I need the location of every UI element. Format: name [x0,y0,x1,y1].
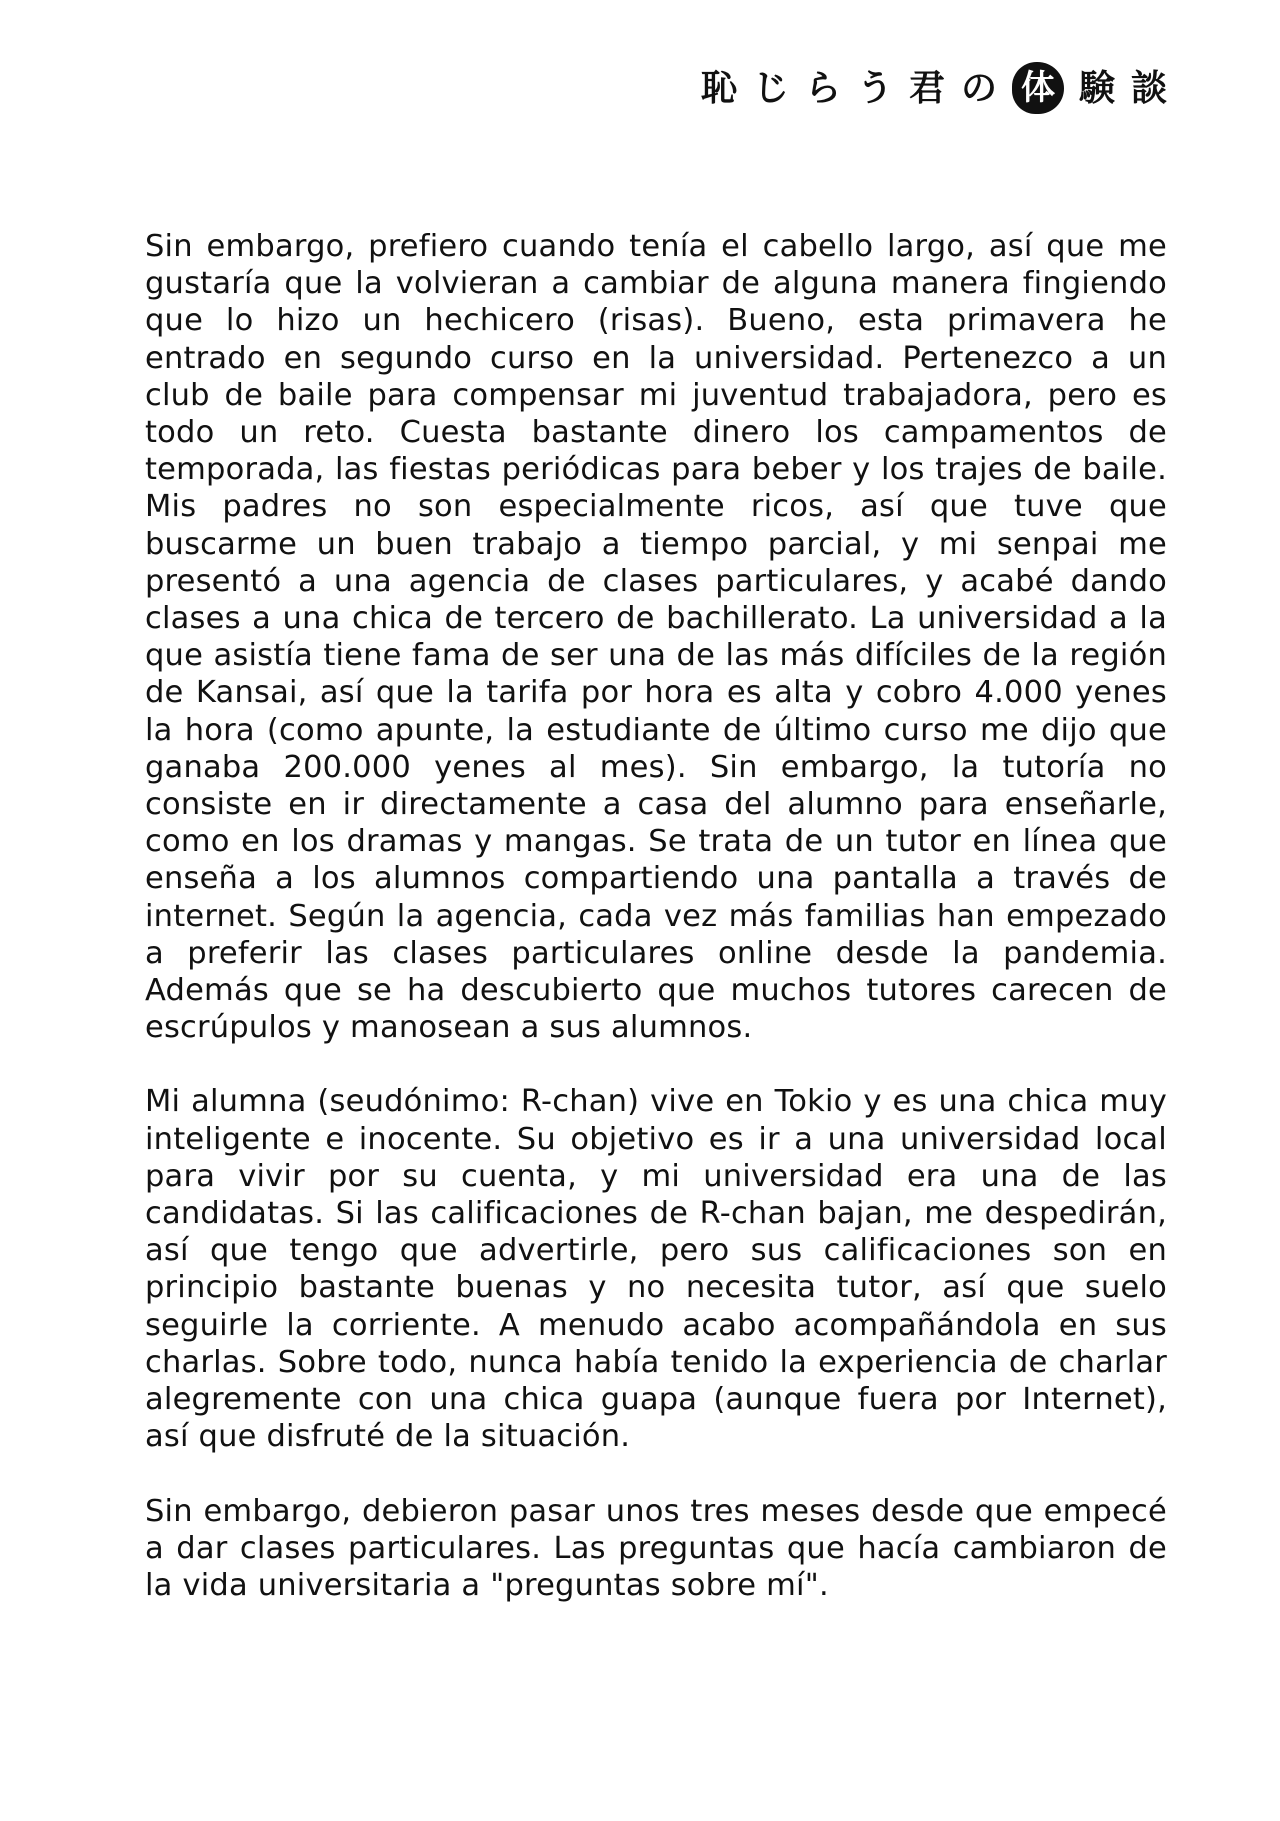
paragraph: Sin embargo, prefiero cuando tenía el cabello largo, así que me gustaría que la volvieran a cambiar de alguna manera fingiendo que lo hizo un hechicero (risas). Bueno, esta primavera he entrado en segundo curso en la universidad. Pertenezco a un club de baile para compensar mi juventud trabajadora, pero es todo un reto. Cuesta bastante dinero los campamentos de temporada, las fiestas periódicas para beber y los trajes de baile. Mis padres no son especialmente ricos, así que tuve que buscarme un buen trabajo a tiempo parcial, y mi senpai me presentó a una agencia de clases particulares, y acabé dando clases a una chica de tercero de bachillerato. La universidad a la que asistía tiene fama de ser una de las más difíciles de la región de Kansai, así que la tarifa por hora es alta y cobro 4.000 yenes la hora (como apunte, la estudiante de último curso me dijo que ganaba 200.000 yenes al mes). Sin embargo, la tutoría no consiste en ir directamente a casa del alumno para enseñarle, como en los dramas y mangas. Se trata de un tutor en línea que enseña a los alumnos compartiendo una pantalla a través de internet. Según la agencia, cada vez más familias han empezado a preferir las clases particulares online desde la pandemia. Además que se ha descubierto que muchos tutores carecen de escrúpulos y manosean a sus alumnos. [145,229,1167,1046]
title-char: 談 [1130,67,1167,109]
page-header-title [700,62,1168,114]
paragraph: Sin embargo, debieron pasar unos tres meses desde que empecé a dar clases particulares. Las preguntas que hacía cambiaron de la vida universitaria a "preguntas sobre mí". [145,1493,1167,1603]
title-char: じ [752,67,789,109]
title-char-highlighted: 体 [1012,62,1064,114]
title-char: 君 [908,67,945,109]
title-char: う [856,67,893,109]
title-char: 恥 [700,67,737,109]
paragraph: Mi alumna (seudónimo: R-chan) vive en Tokio y es una chica muy inteligente e inocente. Su objetivo es ir a una universidad local para vivir por su cuenta, y mi universidad era una de las candidatas. Si las calificaciones de R-chan bajan, me despedirán, así que tengo que advertirle, pero sus calificaciones son en principio bastante buenas y no necesita tutor, así que suelo seguirle la corriente. A menudo acabo acompañándola en sus charlas. Sobre todo, nunca había tenido la experiencia de charlar alegremente con una chica guapa (aunque fuera por Internet), así que disfruté de la situación. [145,1084,1167,1455]
title-char: の [960,67,997,109]
body-text [145,228,1167,1641]
title-char: ら [804,67,841,109]
title-char: 験 [1078,67,1115,109]
